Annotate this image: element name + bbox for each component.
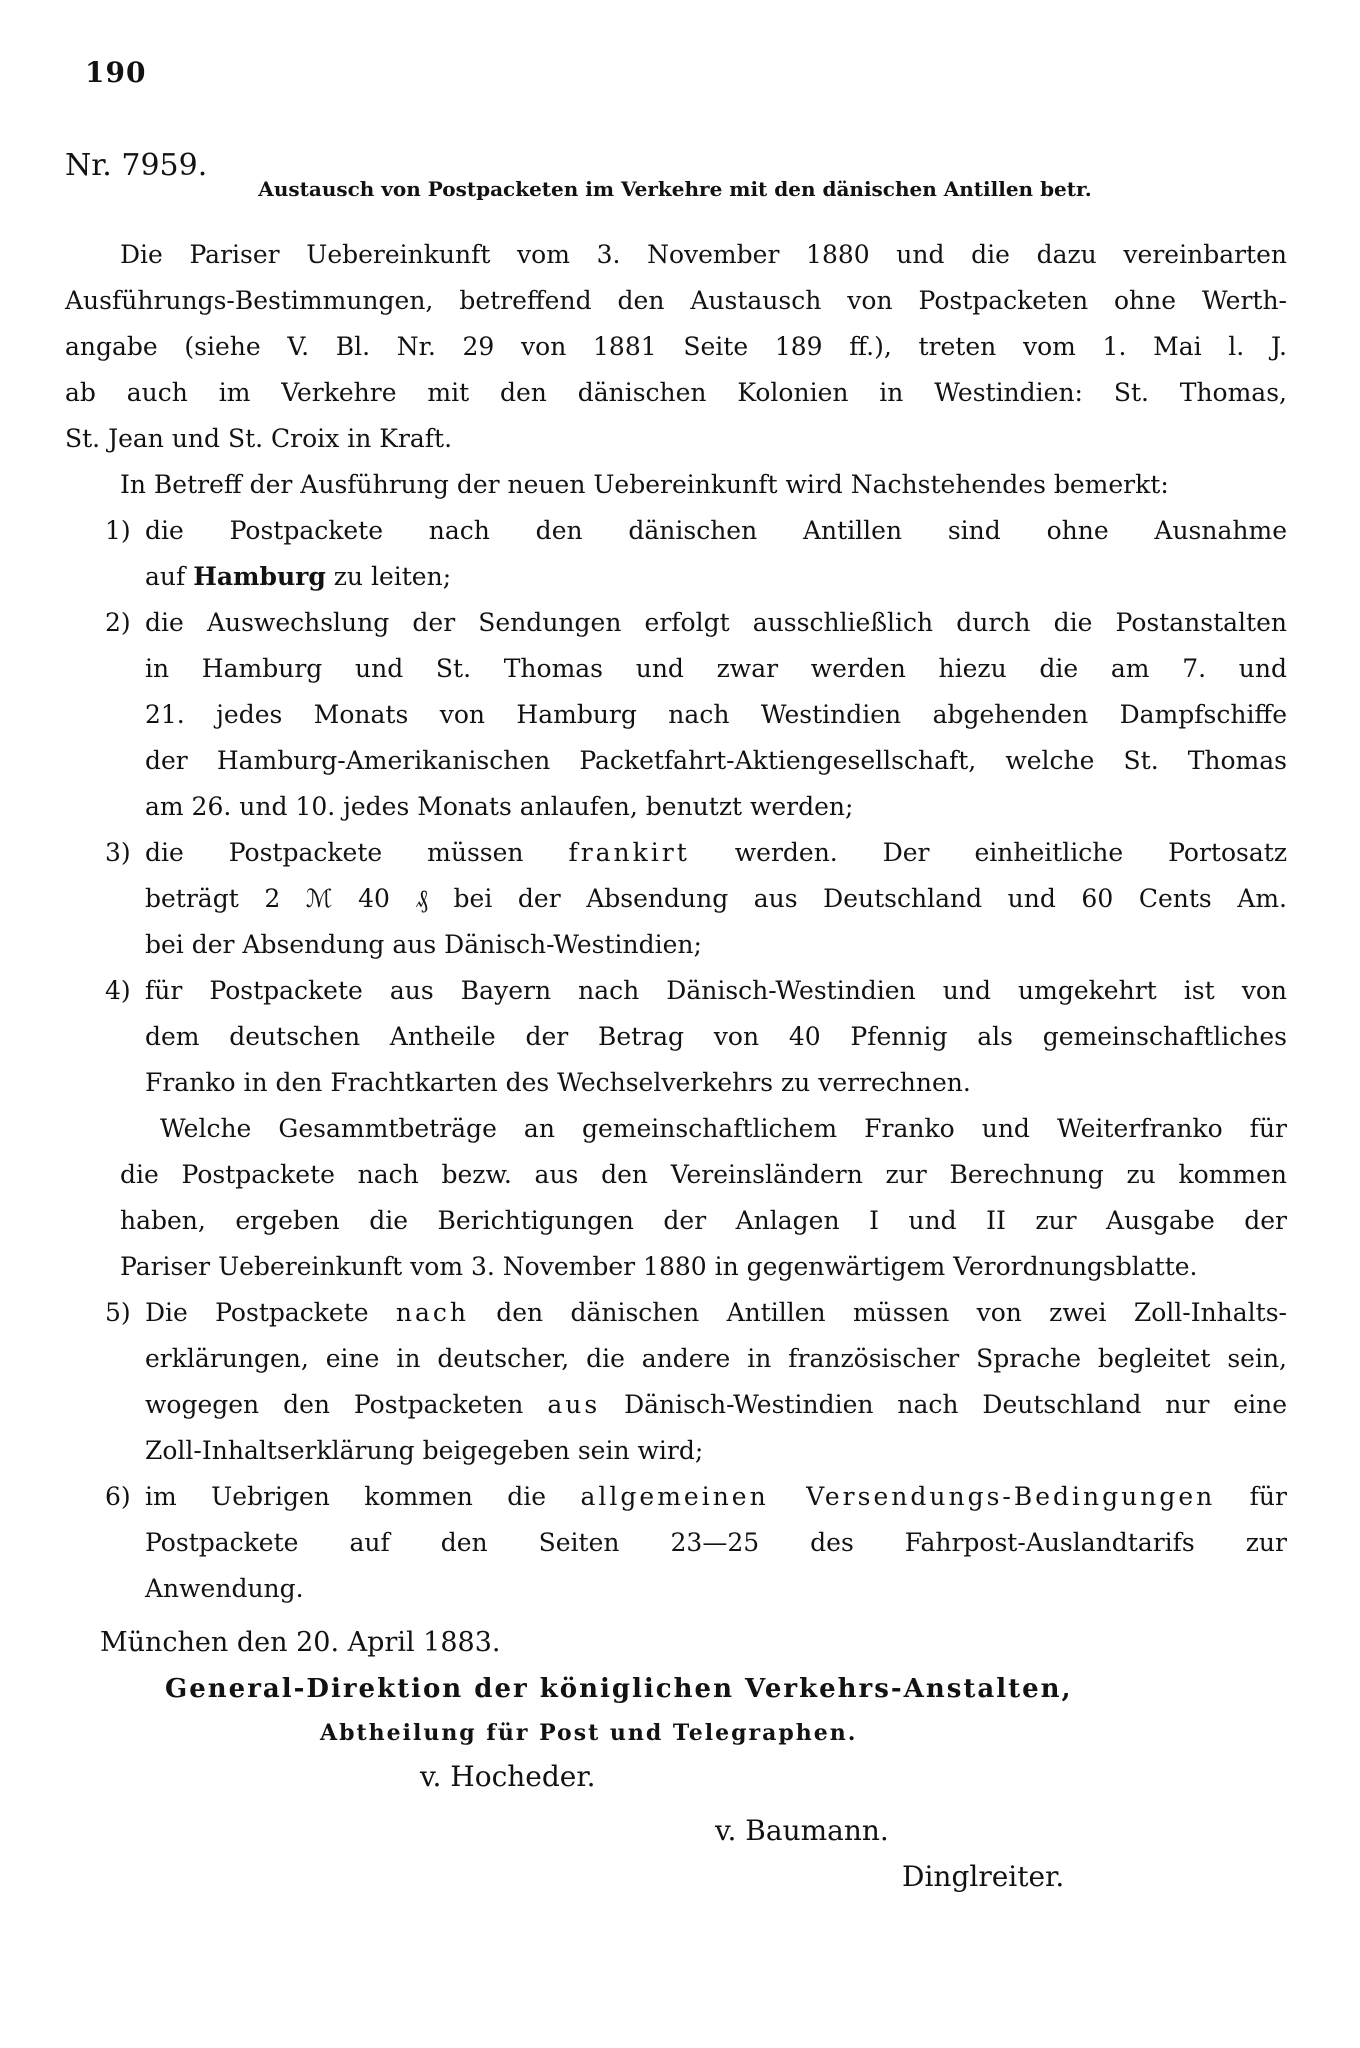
text-line: ab auch im Verkehre mit den dänischen Kolonien in Westindien: St. Thomas, [65,378,1287,407]
text-segment: den dänischen Antillen müssen von zwei Zoll-Inhalts- [468,1298,1287,1327]
page-number: 190 [85,56,147,89]
text-segment: im Uebrigen kommen die [145,1482,581,1511]
text-segment: werden. Der einheitliche Portosatz [689,838,1287,867]
text-line [145,1474,1287,1520]
intro-paragraph [65,232,1287,462]
item-number: 5) [105,1298,131,1327]
signature-name-hocheder: v. Hocheder. [420,1760,596,1793]
item-body [145,600,1287,830]
sperr-emphasis: frankirt [568,838,690,867]
list-item-5 [65,1290,1287,1474]
text-segment: die Postpackete müssen [145,838,569,867]
text-line: Anwendung. [145,1574,304,1603]
text-line: St. Jean und St. Croix in Kraft. [65,424,453,453]
text-line [145,554,1287,600]
text-line: Welche Gesammtbeträge an gemeinschaftlichem Franko und Weiterfranko für [160,1114,1287,1143]
text-line: die Postpackete nach bezw. aus den Vereinsländern zur Berechnung zu kommen [120,1160,1287,1189]
signature-department: Abtheilung für Post und Telegraphen. [320,1720,858,1746]
sperr-emphasis: aus [547,1390,601,1419]
text-segment: zu leiten; [325,562,452,591]
doc-header [65,0,1287,232]
item-number: 4) [105,976,131,1005]
list-item-3 [65,830,1287,968]
remark-heading: In Betreff der Ausführung der neuen Uebereinkunft wird Nachstehendes bemerkt: [120,470,1169,499]
list-item-6 [65,1474,1287,1612]
signature-name-baumann: v. Baumann. [715,1814,889,1847]
text-line: Franko in den Frachtkarten des Wechselverkehrs zu verrechnen. [145,1068,971,1097]
item-body [145,1474,1287,1612]
item-number: 6) [105,1482,131,1511]
dateline: München den 20. April 1883. [100,1627,501,1658]
text-line: in Hamburg und St. Thomas und zwar werden hiezu die am 7. und [145,654,1287,683]
text-segment: Dänisch-Westindien nach Deutschland nur eine [600,1390,1287,1419]
sperr-emphasis: nach [395,1298,469,1327]
notice-content [65,0,1287,1900]
item-body [145,830,1287,968]
text-line [145,1382,1287,1428]
text-segment: auf [145,562,194,591]
item-number: 2) [105,608,131,637]
item-body [145,508,1287,600]
text-line: Ausführungs-Bestimmungen, betreffend den Austausch von Postpacketen ohne Werth- [65,286,1287,315]
text-line: die Postpackete nach den dänischen Antillen sind ohne Ausnahme [145,516,1287,545]
subject-line: Austausch von Postpacketen im Verkehre mit den dänischen Antillen betr. [258,177,1092,201]
sperr-emphasis: allgemeinen Versendungs-Bedingungen [580,1482,1216,1511]
text-line [145,830,1287,876]
list-item-2 [65,600,1287,830]
text-line: Die Pariser Uebereinkunft vom 3. November 1880 und die dazu vereinbarten [120,240,1287,269]
text-segment: Die Postpackete [145,1298,396,1327]
text-line: am 26. und 10. jedes Monats anlaufen, benutzt werden; [145,792,854,821]
text-line: beträgt 2 ℳ 40 ₰ bei der Absendung aus Deutschland und 60 Cents Am. [145,884,1287,913]
text-line [145,1290,1287,1336]
item-body [145,968,1287,1106]
text-line: Postpackete auf den Seiten 23—25 des Fahrpost-Auslandtarifs zur [145,1528,1287,1557]
hamburg-emphasis: Hamburg [193,562,326,591]
list-item-4 [65,968,1287,1106]
item-number: 1) [105,516,131,545]
doc-number: Nr. 7959. [65,148,208,183]
text-segment: wogegen den Postpacketen [145,1390,548,1419]
text-line: die Auswechslung der Sendungen erfolgt ausschließlich durch die Postanstalten [145,608,1287,637]
text-segment: für [1215,1482,1287,1511]
text-line: bei der Absendung aus Dänisch-Westindien; [145,930,702,959]
text-line: angabe (siehe V. Bl. Nr. 29 von 1881 Seite 189 ff.), treten vom 1. Mai l. J. [65,332,1287,361]
text-line: für Postpackete aus Bayern nach Dänisch-Westindien und umgekehrt ist von [145,976,1287,1005]
text-line: Pariser Uebereinkunft vom 3. November 1880 in gegenwärtigem Verordnungsblatte. [120,1252,1198,1281]
list-item-1 [65,508,1287,600]
signature-organization: General-Direktion der königlichen Verkehrs-Anstalten, [165,1674,1073,1704]
text-line: haben, ergeben die Berichtigungen der Anlagen I und II zur Ausgabe der [120,1206,1287,1235]
text-line: erklärungen, eine in deutscher, die andere in französischer Sprache begleitet sein, [145,1344,1287,1373]
item-body [145,1290,1287,1474]
item-number: 3) [105,838,131,867]
text-line: dem deutschen Antheile der Betrag von 40 Pfennig als gemeinschaftliches [145,1022,1287,1051]
signature-name-dinglreiter: Dinglreiter. [902,1860,1065,1893]
text-line: der Hamburg-Amerikanischen Packetfahrt-Aktiengesellschaft, welche St. Thomas [145,746,1287,775]
welche-paragraph [120,1106,1287,1290]
text-line: Zoll-Inhaltserklärung beigegeben sein wird; [145,1436,704,1465]
text-line: 21. jedes Monats von Hamburg nach Westindien abgehenden Dampfschiffe [145,700,1287,729]
